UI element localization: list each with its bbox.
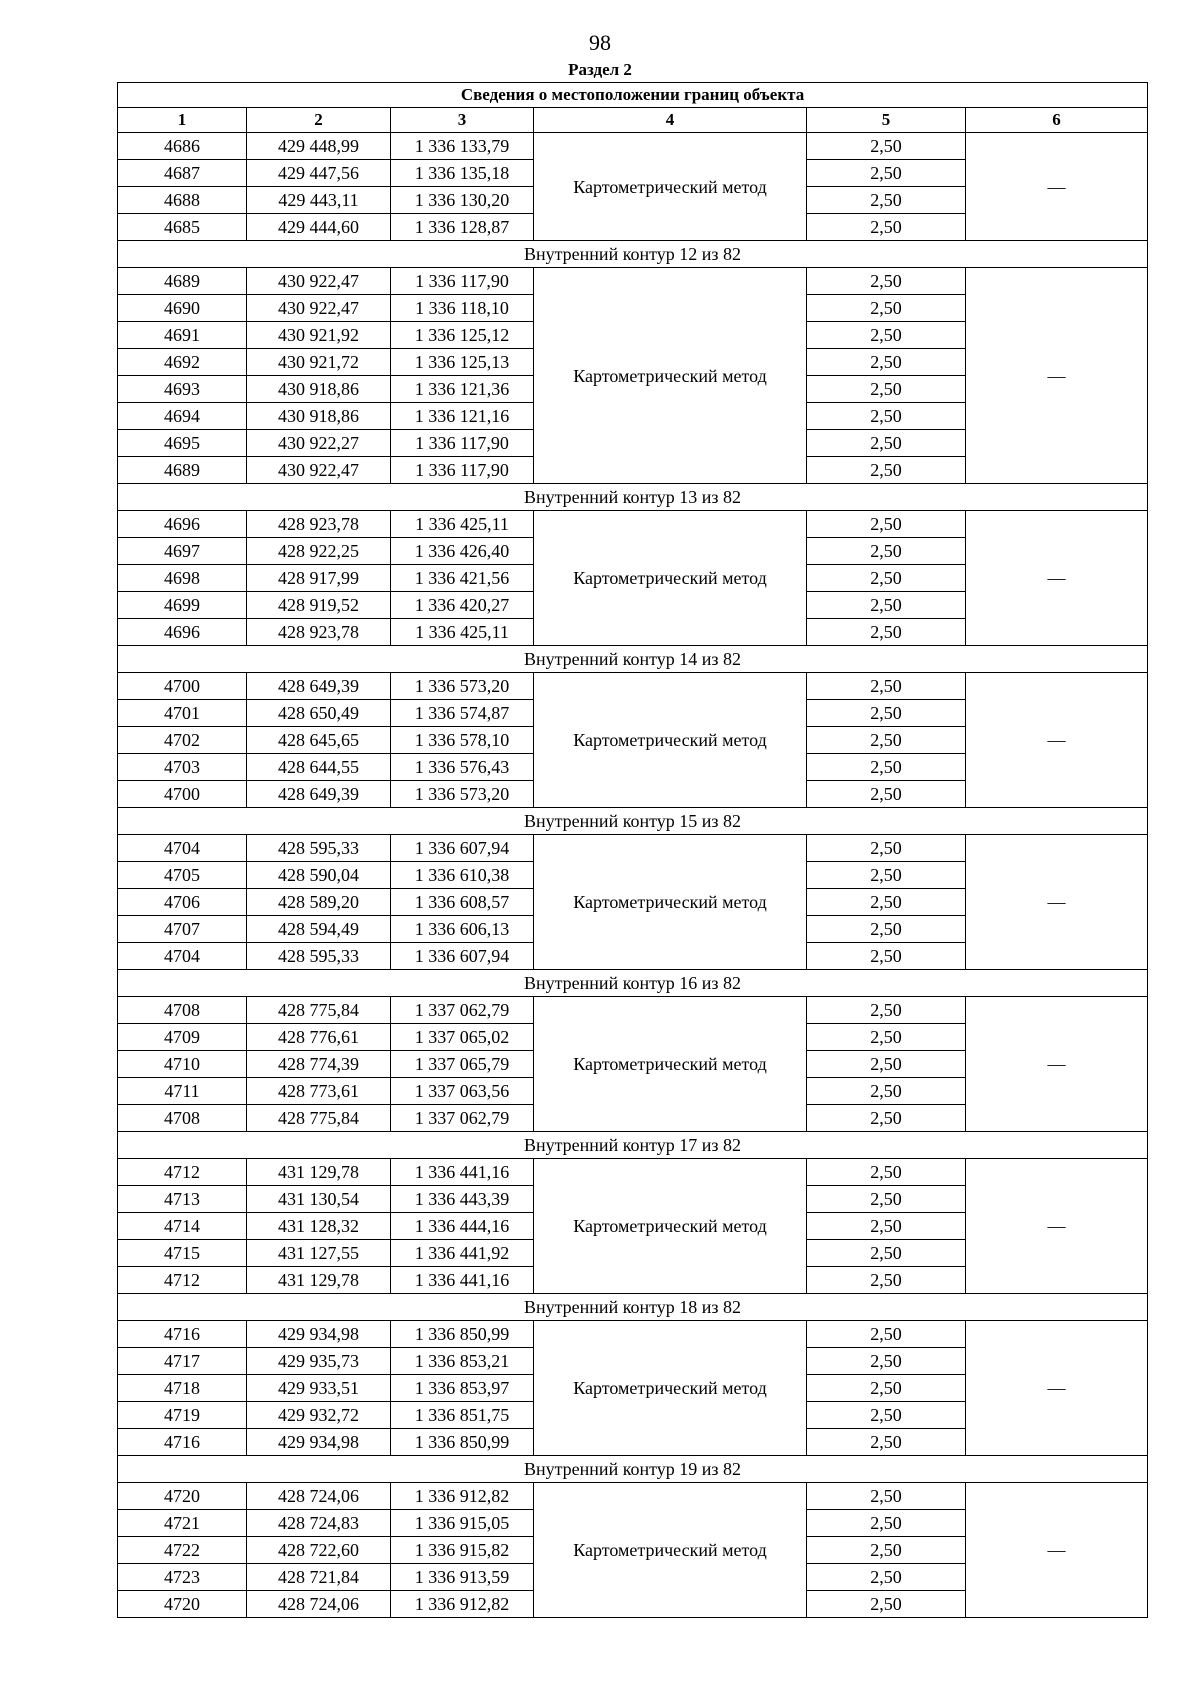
point-number: 4718	[118, 1375, 247, 1402]
point-number: 4689	[118, 268, 247, 295]
dash-cell: —	[966, 133, 1148, 241]
coordinate-y: 1 336 607,94	[391, 943, 534, 970]
coordinate-y: 1 336 121,16	[391, 403, 534, 430]
coordinate-y: 1 336 441,16	[391, 1267, 534, 1294]
precision-value: 2,50	[807, 133, 966, 160]
coordinate-x: 428 724,83	[247, 1510, 391, 1537]
precision-value: 2,50	[807, 835, 966, 862]
precision-value: 2,50	[807, 457, 966, 484]
coordinate-y: 1 336 441,16	[391, 1159, 534, 1186]
page-number: 98	[589, 30, 611, 55]
point-number: 4721	[118, 1510, 247, 1537]
contour-label: Внутренний контур 12 из 82	[118, 241, 1148, 268]
point-number: 4717	[118, 1348, 247, 1375]
coordinate-x: 428 774,39	[247, 1051, 391, 1078]
point-number: 4715	[118, 1240, 247, 1267]
point-number: 4706	[118, 889, 247, 916]
coordinate-x: 431 127,55	[247, 1240, 391, 1267]
point-number: 4686	[118, 133, 247, 160]
coordinate-x: 430 921,72	[247, 349, 391, 376]
coordinate-y: 1 336 853,21	[391, 1348, 534, 1375]
contour-header-row	[118, 1294, 1148, 1321]
point-number: 4709	[118, 1024, 247, 1051]
coordinate-y: 1 336 426,40	[391, 538, 534, 565]
coordinate-x: 430 922,47	[247, 268, 391, 295]
point-number: 4716	[118, 1429, 247, 1456]
precision-value: 2,50	[807, 1591, 966, 1618]
precision-value: 2,50	[807, 160, 966, 187]
coordinate-y: 1 336 135,18	[391, 160, 534, 187]
point-number: 4695	[118, 430, 247, 457]
coordinate-x: 429 443,11	[247, 187, 391, 214]
contour-label: Внутренний контур 18 из 82	[118, 1294, 1148, 1321]
precision-value: 2,50	[807, 1375, 966, 1402]
coordinate-x: 431 129,78	[247, 1267, 391, 1294]
dash-cell: —	[966, 1483, 1148, 1618]
coordinate-y: 1 336 850,99	[391, 1321, 534, 1348]
precision-value: 2,50	[807, 862, 966, 889]
coordinate-y: 1 336 915,05	[391, 1510, 534, 1537]
point-number: 4720	[118, 1591, 247, 1618]
coordinate-y: 1 336 117,90	[391, 457, 534, 484]
method-cell: Картометрический метод	[534, 1159, 807, 1294]
contour-label: Внутренний контур 19 из 82	[118, 1456, 1148, 1483]
precision-value: 2,50	[807, 1267, 966, 1294]
coordinate-y: 1 336 574,87	[391, 700, 534, 727]
precision-value: 2,50	[807, 619, 966, 646]
column-header-6: 6	[966, 108, 1148, 133]
method-cell: Картометрический метод	[534, 268, 807, 484]
table-row	[118, 997, 1148, 1024]
precision-value: 2,50	[807, 1429, 966, 1456]
contour-label: Внутренний контур 13 из 82	[118, 484, 1148, 511]
point-number: 4696	[118, 619, 247, 646]
coordinate-x: 430 918,86	[247, 376, 391, 403]
precision-value: 2,50	[807, 1159, 966, 1186]
coordinate-y: 1 336 913,59	[391, 1564, 534, 1591]
precision-value: 2,50	[807, 376, 966, 403]
coordinate-y: 1 336 441,92	[391, 1240, 534, 1267]
contour-header-row	[118, 1456, 1148, 1483]
precision-value: 2,50	[807, 1213, 966, 1240]
coordinate-y: 1 336 128,87	[391, 214, 534, 241]
contour-label: Внутренний контур 15 из 82	[118, 808, 1148, 835]
contour-header-row	[118, 484, 1148, 511]
precision-value: 2,50	[807, 943, 966, 970]
boundary-coordinates-table	[117, 82, 1148, 1618]
precision-value: 2,50	[807, 997, 966, 1024]
coordinate-x: 428 775,84	[247, 1105, 391, 1132]
coordinate-y: 1 336 420,27	[391, 592, 534, 619]
coordinate-x: 428 724,06	[247, 1483, 391, 1510]
coordinate-x: 431 128,32	[247, 1213, 391, 1240]
contour-header-row	[118, 241, 1148, 268]
coordinate-y: 1 336 125,12	[391, 322, 534, 349]
coordinate-y: 1 336 133,79	[391, 133, 534, 160]
dash-cell: —	[966, 1159, 1148, 1294]
contour-header-row	[118, 970, 1148, 997]
coordinate-y: 1 336 576,43	[391, 754, 534, 781]
point-number: 4710	[118, 1051, 247, 1078]
coordinate-y: 1 336 425,11	[391, 511, 534, 538]
dash-cell: —	[966, 268, 1148, 484]
contour-header-row	[118, 808, 1148, 835]
precision-value: 2,50	[807, 1348, 966, 1375]
coordinate-x: 428 644,55	[247, 754, 391, 781]
precision-value: 2,50	[807, 889, 966, 916]
coordinate-y: 1 336 608,57	[391, 889, 534, 916]
method-cell: Картометрический метод	[534, 997, 807, 1132]
coordinate-y: 1 336 125,13	[391, 349, 534, 376]
coordinate-x: 428 595,33	[247, 943, 391, 970]
dash-cell: —	[966, 673, 1148, 808]
coordinate-x: 430 918,86	[247, 403, 391, 430]
coordinate-y: 1 336 851,75	[391, 1402, 534, 1429]
method-cell: Картометрический метод	[534, 1483, 807, 1618]
coordinate-x: 431 130,54	[247, 1186, 391, 1213]
coordinate-x: 430 922,47	[247, 295, 391, 322]
column-header-3: 3	[391, 108, 534, 133]
precision-value: 2,50	[807, 322, 966, 349]
method-cell: Картометрический метод	[534, 133, 807, 241]
table-caption: Сведения о местоположении границ объекта	[118, 83, 1148, 108]
precision-value: 2,50	[807, 214, 966, 241]
coordinate-y: 1 336 117,90	[391, 430, 534, 457]
point-number: 4698	[118, 565, 247, 592]
precision-value: 2,50	[807, 538, 966, 565]
coordinate-x: 428 773,61	[247, 1078, 391, 1105]
point-number: 4701	[118, 700, 247, 727]
coordinate-x: 428 917,99	[247, 565, 391, 592]
point-number: 4704	[118, 835, 247, 862]
precision-value: 2,50	[807, 511, 966, 538]
precision-value: 2,50	[807, 781, 966, 808]
coordinate-x: 428 645,65	[247, 727, 391, 754]
precision-value: 2,50	[807, 673, 966, 700]
point-number: 4693	[118, 376, 247, 403]
coordinate-y: 1 336 118,10	[391, 295, 534, 322]
coordinate-x: 431 129,78	[247, 1159, 391, 1186]
coordinate-x: 429 444,60	[247, 214, 391, 241]
coordinate-x: 429 933,51	[247, 1375, 391, 1402]
coordinate-y: 1 336 912,82	[391, 1591, 534, 1618]
coordinate-x: 429 934,98	[247, 1321, 391, 1348]
coordinate-y: 1 337 065,02	[391, 1024, 534, 1051]
point-number: 4696	[118, 511, 247, 538]
precision-value: 2,50	[807, 1564, 966, 1591]
coordinate-y: 1 336 117,90	[391, 268, 534, 295]
coordinate-x: 430 922,47	[247, 457, 391, 484]
coordinate-y: 1 336 130,20	[391, 187, 534, 214]
precision-value: 2,50	[807, 592, 966, 619]
point-number: 4690	[118, 295, 247, 322]
coordinate-x: 429 934,98	[247, 1429, 391, 1456]
coordinate-x: 429 935,73	[247, 1348, 391, 1375]
precision-value: 2,50	[807, 403, 966, 430]
coordinate-y: 1 337 063,56	[391, 1078, 534, 1105]
coordinate-x: 429 932,72	[247, 1402, 391, 1429]
dash-cell: —	[966, 1321, 1148, 1456]
coordinate-y: 1 336 606,13	[391, 916, 534, 943]
point-number: 4691	[118, 322, 247, 349]
point-number: 4704	[118, 943, 247, 970]
precision-value: 2,50	[807, 1240, 966, 1267]
precision-value: 2,50	[807, 187, 966, 214]
coordinate-x: 428 595,33	[247, 835, 391, 862]
precision-value: 2,50	[807, 1186, 966, 1213]
coordinate-y: 1 336 573,20	[391, 673, 534, 700]
table-row	[118, 1483, 1148, 1510]
table-row	[118, 268, 1148, 295]
method-cell: Картометрический метод	[534, 673, 807, 808]
contour-label: Внутренний контур 14 из 82	[118, 646, 1148, 673]
precision-value: 2,50	[807, 727, 966, 754]
table-body	[118, 133, 1148, 1618]
coordinate-y: 1 336 573,20	[391, 781, 534, 808]
point-number: 4685	[118, 214, 247, 241]
coordinate-x: 428 590,04	[247, 862, 391, 889]
precision-value: 2,50	[807, 1537, 966, 1564]
point-number: 4711	[118, 1078, 247, 1105]
coordinate-x: 428 922,25	[247, 538, 391, 565]
point-number: 4714	[118, 1213, 247, 1240]
method-cell: Картометрический метод	[534, 835, 807, 970]
table-row	[118, 673, 1148, 700]
section-title: Раздел 2	[568, 60, 632, 79]
coordinate-y: 1 336 853,97	[391, 1375, 534, 1402]
point-number: 4700	[118, 781, 247, 808]
point-number: 4722	[118, 1537, 247, 1564]
point-number: 4700	[118, 673, 247, 700]
point-number: 4687	[118, 160, 247, 187]
contour-header-row	[118, 646, 1148, 673]
column-header-5: 5	[807, 108, 966, 133]
coordinate-x: 428 721,84	[247, 1564, 391, 1591]
point-number: 4707	[118, 916, 247, 943]
table-row	[118, 511, 1148, 538]
method-cell: Картометрический метод	[534, 511, 807, 646]
coordinate-y: 1 336 607,94	[391, 835, 534, 862]
precision-value: 2,50	[807, 1321, 966, 1348]
table-row	[118, 1321, 1148, 1348]
column-header-4: 4	[534, 108, 807, 133]
precision-value: 2,50	[807, 1051, 966, 1078]
coordinate-x: 428 776,61	[247, 1024, 391, 1051]
coordinate-x: 428 589,20	[247, 889, 391, 916]
coordinate-x: 430 921,92	[247, 322, 391, 349]
point-number: 4720	[118, 1483, 247, 1510]
precision-value: 2,50	[807, 268, 966, 295]
point-number: 4708	[118, 1105, 247, 1132]
coordinate-x: 428 923,78	[247, 511, 391, 538]
precision-value: 2,50	[807, 430, 966, 457]
coordinate-x: 428 649,39	[247, 673, 391, 700]
precision-value: 2,50	[807, 1510, 966, 1537]
precision-value: 2,50	[807, 916, 966, 943]
coordinate-y: 1 336 915,82	[391, 1537, 534, 1564]
coordinate-x: 430 922,27	[247, 430, 391, 457]
coordinate-x: 429 447,56	[247, 160, 391, 187]
point-number: 4694	[118, 403, 247, 430]
coordinate-y: 1 337 062,79	[391, 997, 534, 1024]
contour-label: Внутренний контур 16 из 82	[118, 970, 1148, 997]
point-number: 4703	[118, 754, 247, 781]
coordinate-y: 1 336 425,11	[391, 619, 534, 646]
table-row	[118, 133, 1148, 160]
precision-value: 2,50	[807, 1483, 966, 1510]
column-header-1: 1	[118, 108, 247, 133]
point-number: 4688	[118, 187, 247, 214]
dash-cell: —	[966, 835, 1148, 970]
precision-value: 2,50	[807, 700, 966, 727]
point-number: 4712	[118, 1267, 247, 1294]
coordinate-x: 428 724,06	[247, 1591, 391, 1618]
coordinate-y: 1 336 850,99	[391, 1429, 534, 1456]
coordinate-x: 428 594,49	[247, 916, 391, 943]
point-number: 4699	[118, 592, 247, 619]
precision-value: 2,50	[807, 295, 966, 322]
coordinate-x: 428 923,78	[247, 619, 391, 646]
coordinate-y: 1 336 121,36	[391, 376, 534, 403]
point-number: 4689	[118, 457, 247, 484]
point-number: 4697	[118, 538, 247, 565]
point-number: 4702	[118, 727, 247, 754]
coordinate-y: 1 336 578,10	[391, 727, 534, 754]
coordinate-y: 1 336 444,16	[391, 1213, 534, 1240]
precision-value: 2,50	[807, 565, 966, 592]
coordinate-x: 428 919,52	[247, 592, 391, 619]
coordinate-y: 1 337 062,79	[391, 1105, 534, 1132]
precision-value: 2,50	[807, 349, 966, 376]
point-number: 4692	[118, 349, 247, 376]
point-number: 4712	[118, 1159, 247, 1186]
table-row	[118, 1159, 1148, 1186]
coordinate-y: 1 336 443,39	[391, 1186, 534, 1213]
precision-value: 2,50	[807, 1105, 966, 1132]
method-cell: Картометрический метод	[534, 1321, 807, 1456]
point-number: 4716	[118, 1321, 247, 1348]
point-number: 4705	[118, 862, 247, 889]
coordinate-x: 429 448,99	[247, 133, 391, 160]
contour-header-row	[118, 1132, 1148, 1159]
coordinate-y: 1 336 421,56	[391, 565, 534, 592]
contour-label: Внутренний контур 17 из 82	[118, 1132, 1148, 1159]
coordinate-x: 428 649,39	[247, 781, 391, 808]
point-number: 4719	[118, 1402, 247, 1429]
point-number: 4723	[118, 1564, 247, 1591]
coordinate-x: 428 722,60	[247, 1537, 391, 1564]
coordinate-y: 1 337 065,79	[391, 1051, 534, 1078]
point-number: 4713	[118, 1186, 247, 1213]
point-number: 4708	[118, 997, 247, 1024]
dash-cell: —	[966, 997, 1148, 1132]
dash-cell: —	[966, 511, 1148, 646]
column-header-2: 2	[247, 108, 391, 133]
precision-value: 2,50	[807, 1402, 966, 1429]
coordinate-y: 1 336 610,38	[391, 862, 534, 889]
precision-value: 2,50	[807, 754, 966, 781]
coordinate-y: 1 336 912,82	[391, 1483, 534, 1510]
table-row	[118, 835, 1148, 862]
precision-value: 2,50	[807, 1078, 966, 1105]
coordinate-x: 428 775,84	[247, 997, 391, 1024]
precision-value: 2,50	[807, 1024, 966, 1051]
coordinate-x: 428 650,49	[247, 700, 391, 727]
